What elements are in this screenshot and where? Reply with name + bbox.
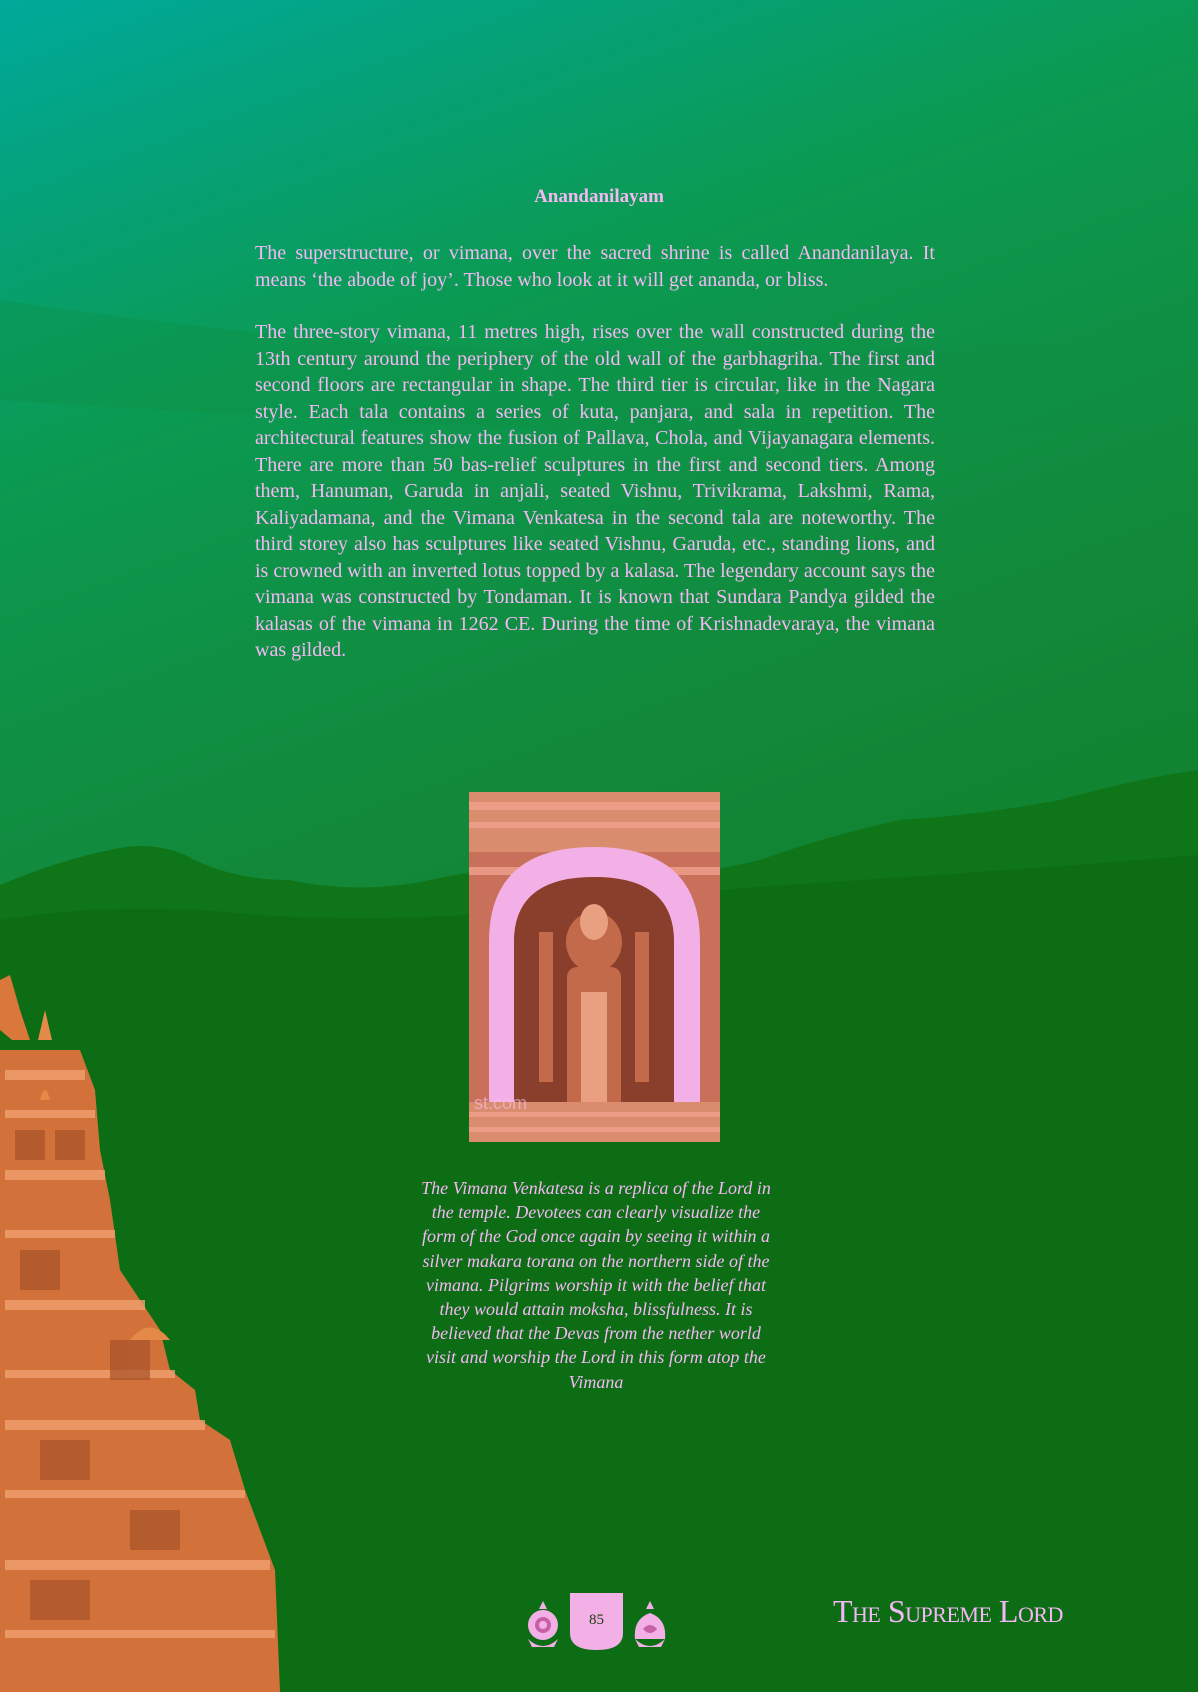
photo-watermark: st.com [474,1093,528,1113]
temple-tower-illustration [0,970,280,1692]
section-heading: Anandanilayam [534,186,664,207]
book-title-brand: The Supreme Lord [833,1593,1063,1629]
intro-paragraph: The superstructure, or vimana, over the sacred shrine is called Anandanilaya. It means ‘the abode of joy’. Those who look at it will get ananda, or bliss. [255,242,935,291]
vimana-venkatesa-photo [469,792,720,1142]
chakra-emblem-icon [629,1599,671,1649]
photo-caption: The Vimana Venkatesa is a replica of the Lord in the temple. Devotees can clearly visualize the form of the God once again by seeing it within a silver makara torana on the northern side of the vimana. Pilgrims worship it with the belief that they would attain moksha, blissfulness. It is believed that the Devas from the nether world visit and worship the Lord in this form atop the Vimana [421,1178,771,1392]
body-paragraph: The three-story vimana, 11 metres high, rises over the wall constructed during the 13th century around the periphery of the old wall of the garbhagriha. The first and second floors are rectangular in shape. The third tier is circular, like in the Nagara style. Each tala contains a series of kuta, panjara, and sala in repetition. The architectural features show the fusion of Pallava, Chola, and Vijayanagara elements. There are more than 50 bas-relief sculptures in the first and second tiers. Among them, Hanuman, Garuda in anjali, seated Vishnu, Trivikrama, Lakshmi, Rama, Kaliyadamana, and the Vimana Venkatesa in the second tala are noteworthy. The third storey also has sculptures like seated Vishnu, Garuda, etc., standing lions, and is crowned with an inverted lotus topped by a kalasa. The legendary account says the vimana was constructed by Tondaman. It is known that Sundara Pandya gilded the kalasas of the vimana in 1262 CE. During the time of Krishnadevaraya, the vimana was gilded. [255,321,935,661]
page-number: 85 [589,1612,604,1628]
conch-emblem-icon [522,1599,564,1649]
